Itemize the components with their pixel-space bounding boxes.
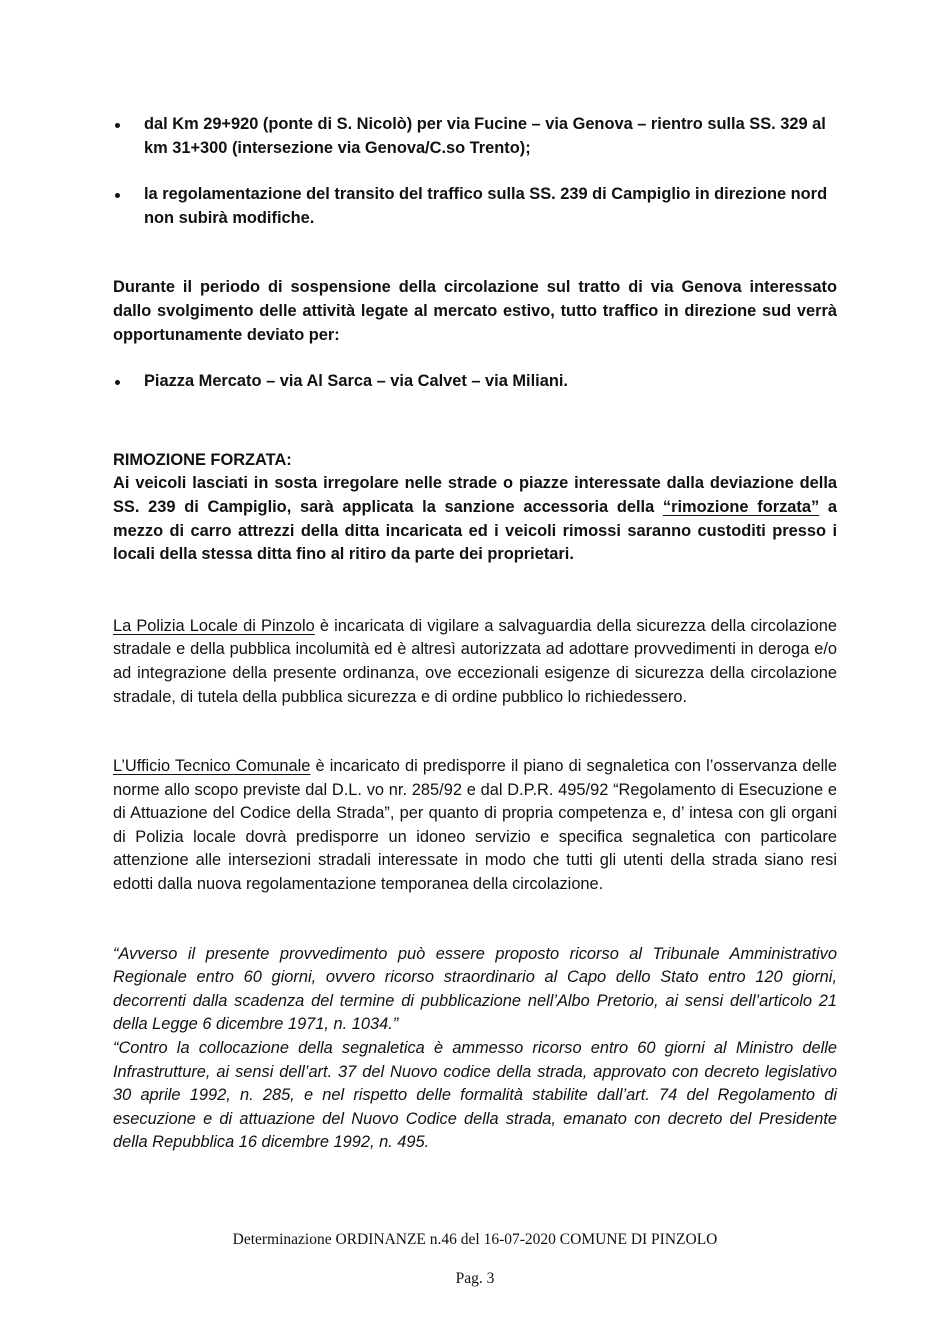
ufficio-text: è incaricato di predisporre il piano di segnaletica con l’osservanza delle norme allo scopo previste dal D.L. vo nr. 285/92 e dal D.P.R. 495/92 “Regolamento di Esecuzione e di Attuazione del Codice della Strada”, per quanto di propria competenza e, d’ intesa con gli organi di Polizia locale dovrà predisporre un idoneo servizio e specifica segnaletica con particolare attenzione alle intersezioni stradali interessate in modo che tutti gli utenti della strada siano resi edotti dalla nuova regolamentazione temporanea della circolazione. xyxy=(113,757,837,894)
rimozione-text-end: a mezzo di carro attrezzi della ditta incaricata ed i veicoli rimossi saranno custoditi presso i locali della stessa ditta fino al ritiro da parte dei proprietari. xyxy=(113,497,837,564)
polizia-text: è incaricata di vigilare a salvaguardia della sicurezza della circolazione stradale e della pubblica incolumità ed è altresì autorizzata ad adottare provvedimenti in deroga e/o ad integrazione della presente ordinanza, ove eccezionali esigenze di sicurezza della circolazione stradale, di tutela della pubblica sicurezza e di ordine pubblico lo richiedessero. xyxy=(113,616,837,706)
polizia-paragraph xyxy=(113,615,837,709)
list-item: la regolamentazione del transito del traffico sulla SS. 239 di Campiglio in direzione nord non subirà modifiche. xyxy=(113,183,837,230)
list-item: dal Km 29+920 (ponte di S. Nicolò) per via Fucine – via Genova – rientro sulla SS. 329 al km 31+300 (intersezione via Genova/C.so Trento); xyxy=(113,113,837,160)
footer-determination: Determinazione ORDINANZE n.46 del 16-07-2020 COMUNE DI PINZOLO xyxy=(232,1231,718,1248)
rimozione-text: Ai veicoli lasciati in sosta irregolare nelle strade o piazze interessate dalla deviazione della SS. 239 di Campiglio, sarà applicata la sanzione accessoria della xyxy=(113,474,837,516)
rimozione-paragraph xyxy=(113,472,837,566)
ufficio-paragraph xyxy=(113,755,837,897)
route-list xyxy=(113,113,837,230)
durante-paragraph: Durante il periodo di sospensione della circolazione sul tratto di via Genova interessato dallo svolgimento delle attività legate al mercato estivo, tutto traffico in direzione sud verrà opportunamente deviato per: xyxy=(113,278,837,344)
page-body xyxy=(113,113,837,1155)
list-item: Piazza Mercato – via Al Sarca – via Calvet – via Miliani. xyxy=(113,370,837,394)
rimozione-forzata-highlight: “rimozione forzata” xyxy=(662,497,820,516)
ricorso-tar-paragraph: “Avverso il presente provvedimento può essere proposto ricorso al Tribunale Amministrativo Regionale entro 60 giorni, ovvero ricorso straordinario al Capo dello Stato entro 120 giorni, decorrenti dalla scadenza del termine di pubblicazione nell’Albo Pretorio, ai sensi dell’articolo 21 della Legge 6 dicembre 1971, n. 1034.” xyxy=(113,944,837,1034)
polizia-subject: La Polizia Locale di Pinzolo xyxy=(113,616,315,635)
rimozione-heading: RIMOZIONE FORZATA: xyxy=(113,450,292,469)
ufficio-subject: L’Ufficio Tecnico Comunale xyxy=(113,757,311,776)
ricorso-ministro-paragraph: “Contro la collocazione della segnaletica è ammesso ricorso entro 60 giorni al Ministro delle Infrastrutture, ai sensi dell’art. 37 del Nuovo codice della strada, approvato con decreto legislativo 30 aprile 1992, n. 285, e nel rispetto delle formalità stabilite dall’art. 74 del Regolamento di esecuzione e di attuazione del Nuovo Codice della strada, emanato con decreto del Presidente della Repubblica 16 dicembre 1992, n. 495. xyxy=(113,1039,837,1152)
deviation-list xyxy=(113,370,837,394)
rimozione-section xyxy=(113,449,837,567)
page-number: Pag. 3 xyxy=(455,1270,495,1287)
